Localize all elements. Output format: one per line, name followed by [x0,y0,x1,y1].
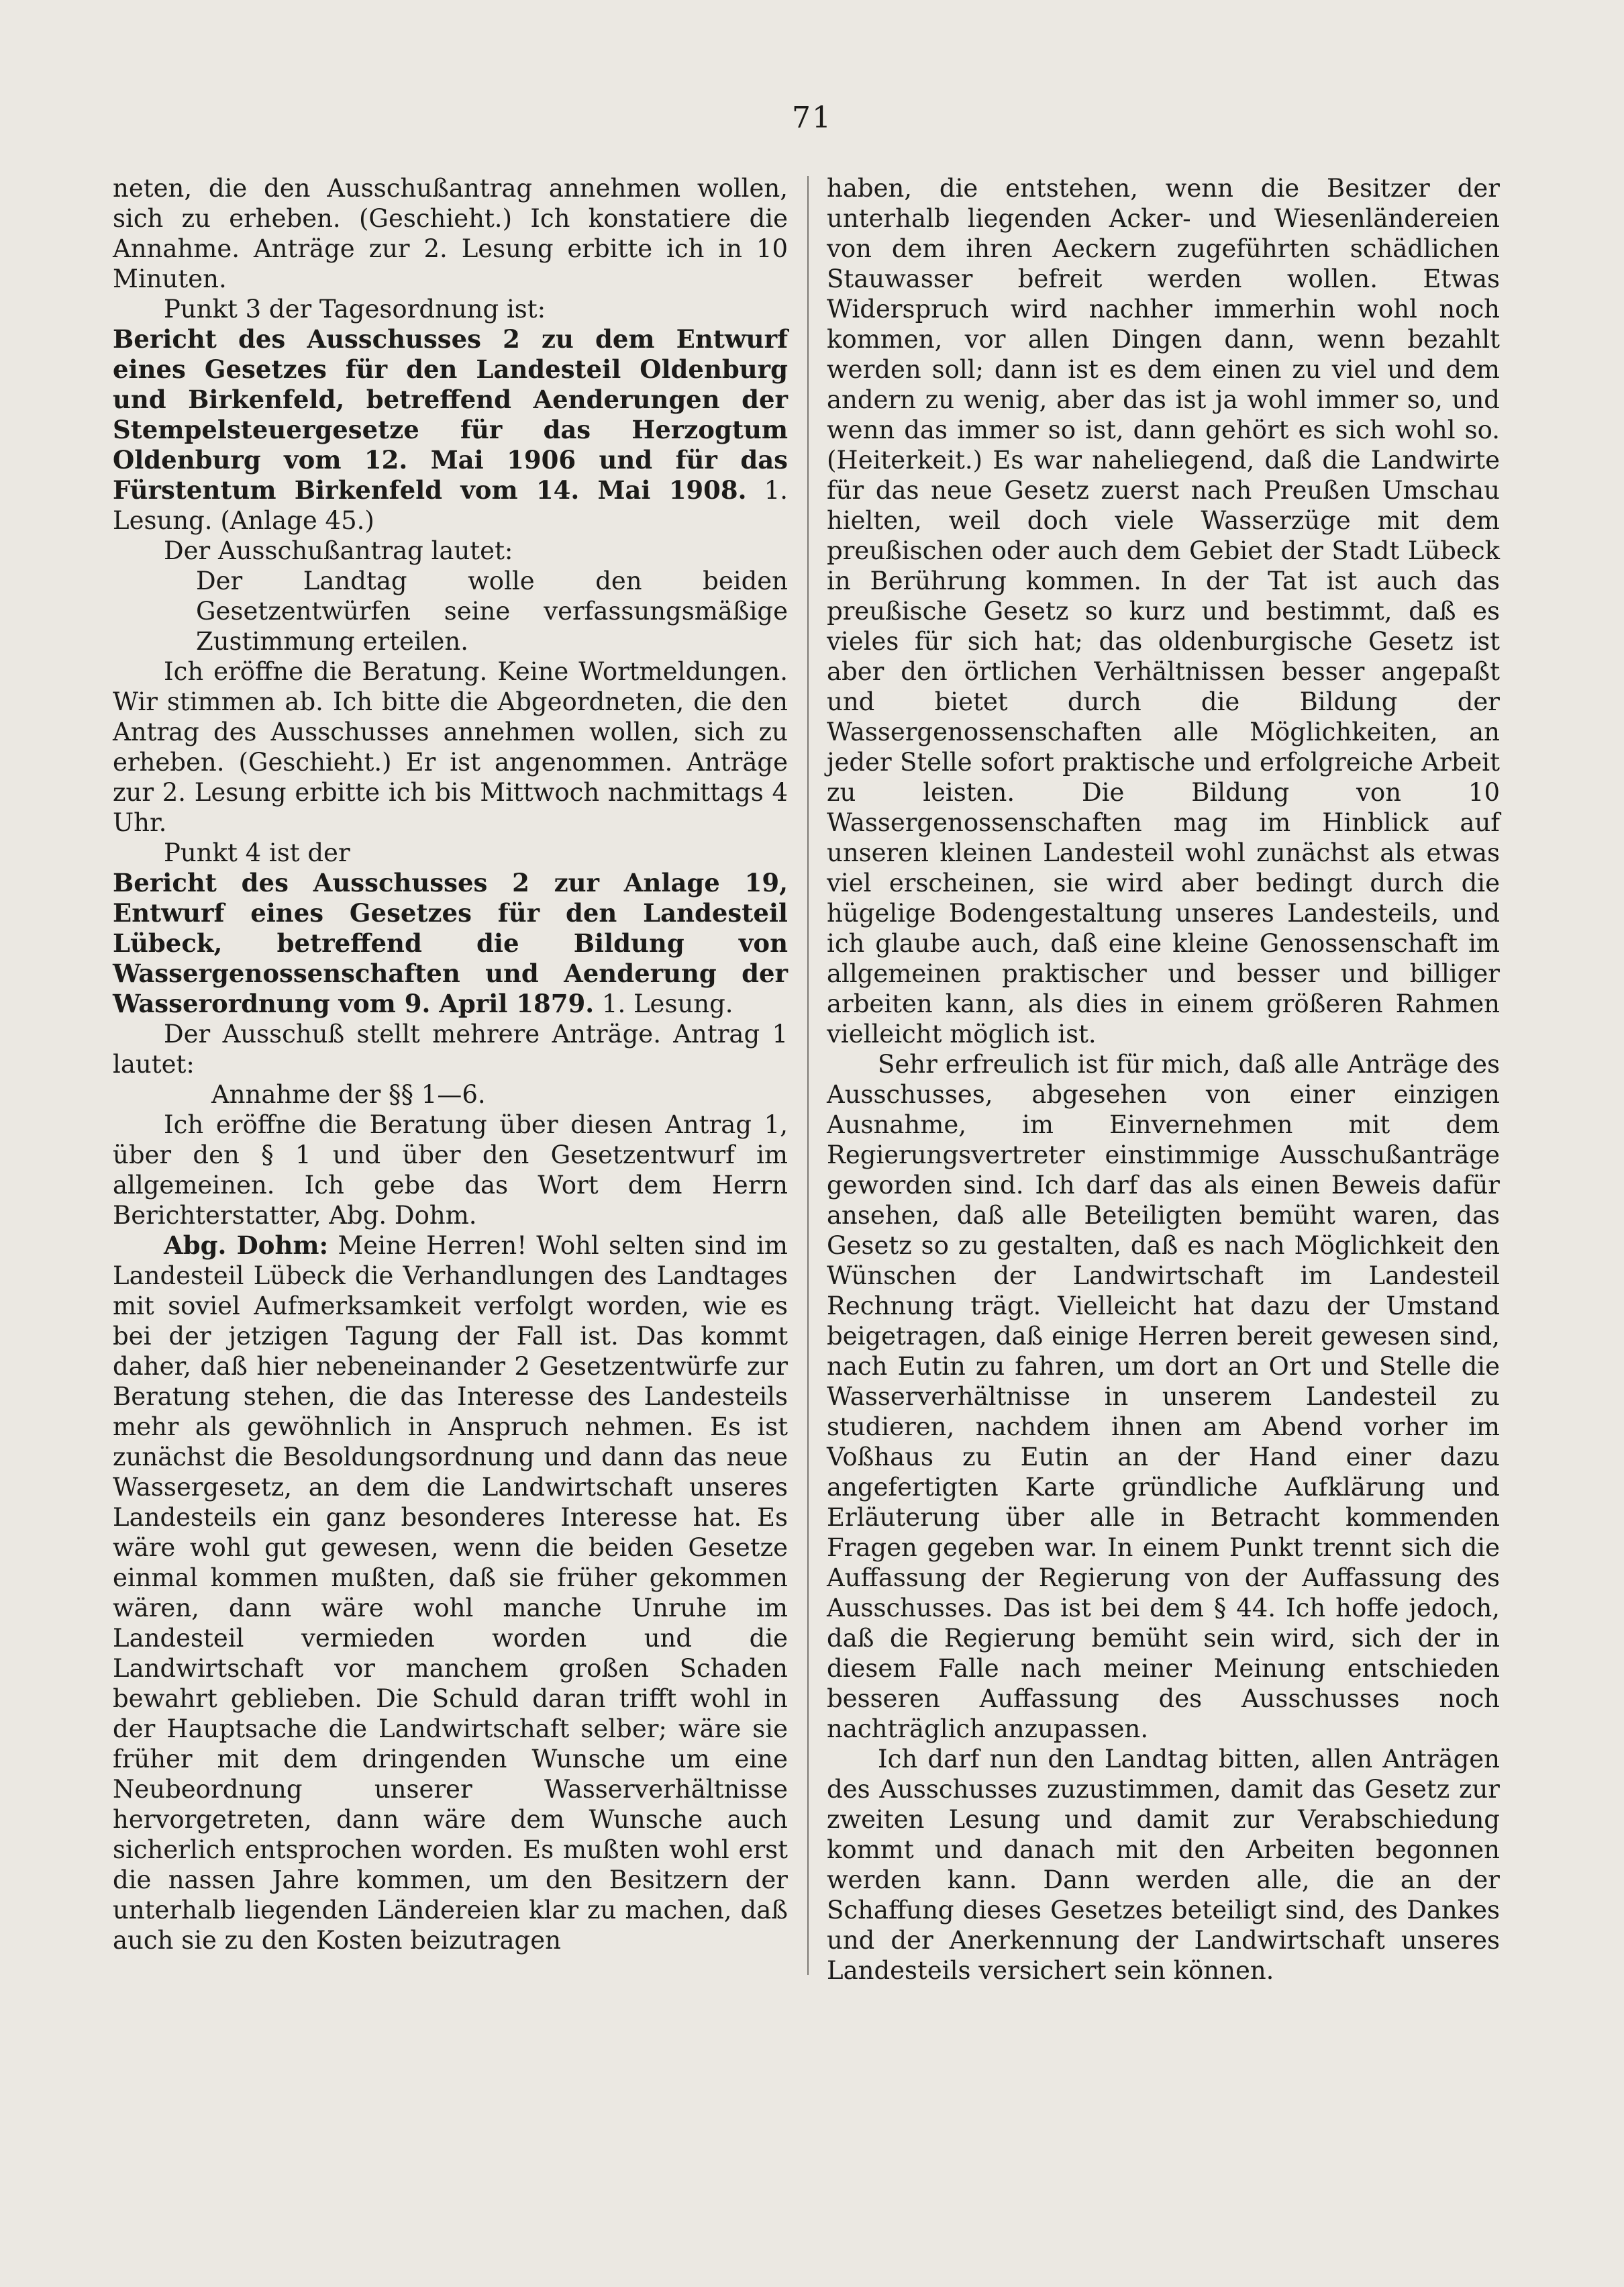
motion-intro: Der Ausschußantrag lautet: [164,536,513,565]
paragraph: neten, die den Ausschußantrag annehmen wollen, sich zu erheben. (Geschieht.) Ich konstatiere die Annahme. Anträge zur 2. Lesung erbitte ich in 10 Minuten. [113,174,788,293]
report-title-text: Bericht des Ausschusses 2 zur Anlage 19, Entwurf eines Gesetzes für den Landesteil Lübeck, betreffend die Bildung von Wassergenossenschaften und Aenderung der Wasserordnung vom 9. April 1879. [113,868,788,1018]
column-divider [807,176,809,1975]
report-title-1 [113,324,788,505]
paragraph: Ich eröffne die Beratung. Keine Wortmeldungen. Wir stimmen ab. Ich bitte die Abgeordneten, die den Antrag des Ausschusses annehmen wollen, sich zu erheben. (Geschieht.) Er ist angenommen. Anträge zur 2. Lesung erbitte ich bis Mittwoch nachmittags 4 Uhr. [113,657,788,837]
paragraph: Ich eröffne die Beratung über diesen Antrag 1, über den § 1 und über den Gesetzentwurf im allgemeinen. Ich gebe das Wort dem Herrn Berichterstatter, Abg. Dohm. [113,1110,788,1230]
paragraph: Sehr erfreulich ist für mich, daß alle Anträge des Ausschusses, abgesehen von einer einzigen Ausnahme, im Einvernehmen mit dem Regierungsvertreter einstimmige Ausschußanträge geworden sind. Ich darf das als einen Beweis dafür ansehen, daß alle Beteiligten bemüht waren, das Gesetz so zu gestalten, daß es nach Möglichkeit den Wünschen der Landwirtschaft im Landesteil Rechnung trägt. Vielleicht hat dazu der Umstand beigetragen, daß einige Herren bereit gewesen sind, nach Eutin zu fahren, um dort an Ort und Stelle die Wasserverhältnisse in unserem Landesteil zu studieren, nachdem ihnen am Abend vorher im Voßhaus zu Eutin an der Hand einer dazu angefertigten Karte gründliche Aufklärung und Erläuterung über alle in Betracht kommenden Fragen gegeben war. In einem Punkt trennt sich die Auffassung der Regierung von der Auffassung des Ausschusses. Das ist bei dem § 44. Ich hoffe jedoch, daß die Regierung bemüht sein wird, sich der in diesem Falle nach meiner Meinung entschieden besseren Auffassung des Ausschusses noch nachträglich anzupassen. [827,1050,1500,1743]
motion-text: Der Landtag wolle den beiden Gesetzentwürfen seine verfassungsmäßige Zustimmung erteilen. [196,567,788,656]
left-column [113,173,788,1955]
speaker-name: Abg. Dohm: [164,1230,329,1260]
motion-text: Annahme der §§ 1—6. [211,1080,486,1109]
paragraph: Der Ausschuß stellt mehrere Anträge. Antrag 1 lautet: [113,1020,788,1079]
page-number: 71 [792,101,832,135]
paragraph: haben, die entstehen, wenn die Besitzer der unterhalb liegenden Acker- und Wiesenländereien von dem ihren Aeckern zugeführten schädlichen Stauwasser befreit werden wollen. Etwas Widerspruch wird nachher immerhin wohl noch kommen, vor allen Dingen dann, wenn bezahlt werden soll; dann ist es dem einen zu viel und dem andern zu wenig, aber das ist ja wohl immer so, und wenn das immer so ist, dann gehört es sich wohl so. (Heiterkeit.) Es war naheliegend, daß die Landwirte für das neue Gesetz zuerst nach Preußen Umschau hielten, weil doch viele Wasserzüge mit dem preußischen oder auch dem Gebiet der Stadt Lübeck in Berührung kommen. In der Tat ist auch das preußische Gesetz so kurz und bestimmt, daß es vieles für sich hat; das oldenburgische Gesetz ist aber den örtlichen Verhältnissen besser angepaßt und bietet durch die Bildung der Wassergenossenschaften alle Möglichkeiten, an jeder Stelle sofort praktische und erfolgreiche Arbeit zu leisten. Die Bildung von 10 Wassergenossenschaften mag im Hinblick auf unseren kleinen Landesteil wohl zunächst als etwas viel erscheinen, sie wird aber bedingt durch die hügelige Bodengestaltung unseres Landesteils, und ich glaube auch, daß eine kleine Genossenschaft im allgemeinen praktischer und besser und billiger arbeiten kann, als dies in einem größeren Rahmen vielleicht möglich ist. [827,174,1500,1049]
right-column [827,173,1500,1986]
speech-text: Meine Herren! Wohl selten sind im Landesteil Lübeck die Verhandlungen des Landtages mit soviel Aufmerksamkeit verfolgt worden, wie es bei der jetzigen Tagung der Fall ist. Das kommt daher, daß hier nebeneinander 2 Gesetzentwürfe zur Beratung stehen, die das Interesse des Landesteils mehr als gewöhnlich in Anspruch nehmen. Es ist zunächst die Besoldungsordnung und dann das neue Wassergesetz, an dem die Landwirtschaft unseres Landesteils ein ganz besonderes Interesse hat. Es wäre wohl gut gewesen, wenn die beiden Gesetze einmal kommen mußten, daß sie früher gekommen wären, dann wäre wohl manche Unruhe im Landesteil vermieden worden und die Landwirtschaft vor manchem großen Schaden bewahrt geblieben. Die Schuld daran trifft wohl in der Hauptsache die Landwirtschaft selber; wäre sie früher mit dem dringenden Wunsche um eine Neubeordnung unserer Wasserverhältnisse hervorgetreten, dann wäre dem Wunsche auch sicherlich entsprochen worden. Es mußten wohl erst die nassen Jahre kommen, um den Besitzern der unterhalb liegenden Ländereien klar zu machen, daß auch sie zu den Kosten beizutragen [113,1231,789,1955]
speech [113,1230,788,1955]
paragraph: Ich darf nun den Landtag bitten, allen Anträgen des Ausschusses zuzustimmen, damit das Gesetz zur zweiten Lesung und damit zur Verabschiedung kommt und danach mit den Arbeiten begonnen werden kann. Dann werden alle, die an der Schaffung dieses Gesetzes beteiligt sind, des Dankes und der Anerkennung der Landwirtschaft unseres Landesteils versichert sein können. [827,1745,1500,1985]
reading-note: 1. Lesung. (Anlage 45.) [113,476,788,535]
agenda-item-4: Punkt 4 ist der [164,838,350,867]
reading-note: 1. Lesung. [601,989,733,1018]
agenda-item-3: Punkt 3 der Tagesordnung ist: [164,295,546,324]
report-title-text: Bericht des Ausschusses 2 zu dem Entwurf eines Gesetzes für den Landesteil Oldenburg und Birkenfeld, betreffend Aenderungen der Stempelsteuergesetze für das Herzogtum Oldenburg vom 12. Mai 1906 und für das Fürstentum Birkenfeld vom 14. Mai 1908. [113,324,788,505]
